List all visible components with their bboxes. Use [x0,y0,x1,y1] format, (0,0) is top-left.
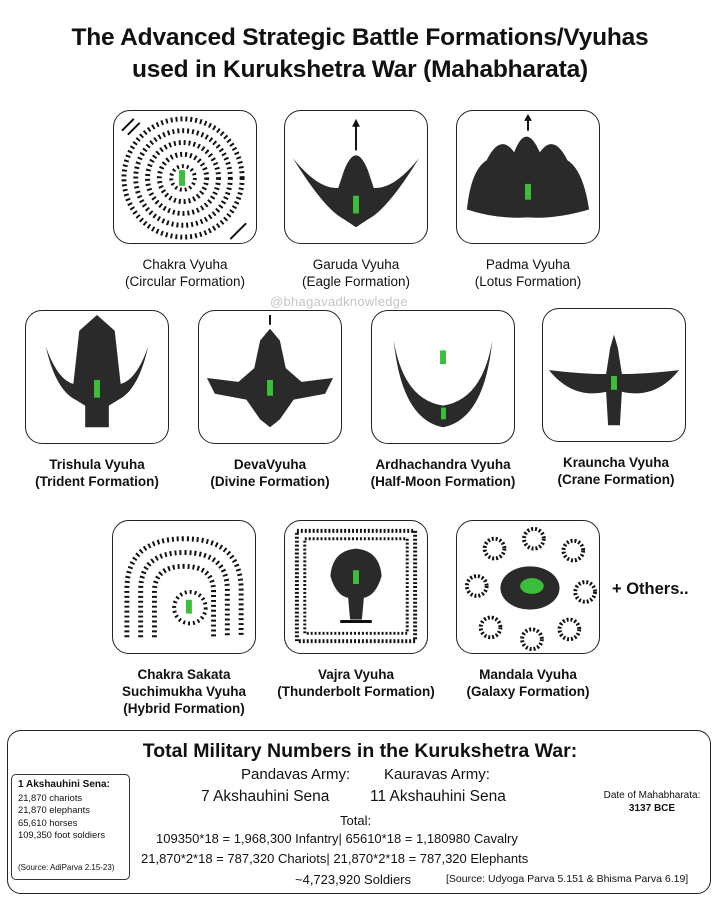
formation-subtitle: (Thunderbolt Formation) [277,684,435,699]
spiral-formation-icon [114,111,256,243]
others-label: + Others.. [612,580,689,598]
totals-heading: Total Military Numbers in the Kurukshetra War: [142,740,578,762]
kauravas-label: Kauravas Army: [384,766,490,783]
total-line-3: ~4,723,920 Soldiers [295,872,412,887]
formation-name: Chakra Sakata [137,667,231,682]
chakra-vyuha-caption [113,256,257,290]
formation-name: Mandala Vyuha [479,667,577,682]
thunderbolt-formation-icon [285,521,427,653]
devavyuha-card [198,310,342,444]
eagle-formation-icon [285,111,427,243]
akshauhini-chariots: 21,870 chariots [18,791,83,803]
formation-name: Ardhachandra Vyuha [375,457,511,472]
krauncha-vyuha-caption [537,454,695,488]
trishula-vyuha-caption [18,456,176,490]
formation-subtitle: (Lotus Formation) [474,274,582,289]
vajra-vyuha-card [284,520,428,654]
mandala-vyuha-caption [452,666,604,700]
trident-formation-icon [26,311,168,443]
formation-name-line-2: Suchimukha Vyuha [121,684,247,699]
formation-name: Trishula Vyuha [49,457,145,472]
formation-subtitle: (Divine Formation) [210,474,330,489]
trishula-vyuha-card [25,310,169,444]
galaxy-formation-icon [457,521,599,653]
formation-name: Krauncha Vyuha [562,455,670,470]
padma-vyuha-caption [456,256,600,290]
garuda-vyuha-caption [284,256,428,290]
formation-subtitle: (Crane Formation) [557,472,675,487]
half-moon-formation-icon [372,311,514,443]
chakra-vyuha-card [113,110,257,244]
formation-name: Vajra Vyuha [317,667,395,682]
hybrid-formation-icon [113,521,255,653]
formation-subtitle: (Half-Moon Formation) [370,474,516,489]
date-value: 3137 BCE [628,803,676,814]
crane-formation-icon [543,309,685,441]
akshauhini-heading: 1 Akshauhini Sena: [18,779,110,790]
akshauhini-box [11,774,130,880]
formation-subtitle: (Eagle Formation) [301,274,411,289]
chakra-sakata-caption [96,666,272,717]
formation-subtitle: (Trident Formation) [35,474,159,489]
lotus-formation-icon [457,111,599,243]
pandavas-sena: 7 Akshauhini Sena [201,788,330,805]
formation-subtitle: (Hybrid Formation) [123,701,245,716]
watermark: @bhagavadknowledge [270,294,408,309]
chakra-sakata-card [112,520,256,654]
total-source: [Source: Udyoga Parva 5.151 & Bhisma Parva 6.19] [446,873,689,885]
formation-name: DevaVyuha [233,457,307,472]
akshauhini-horses: 65,610 horses [18,816,78,828]
title-line-1: The Advanced Strategic Battle Formations/Vyuhas [71,24,649,51]
pandavas-label: Pandavas Army: [241,766,351,783]
formation-name: Chakra Vyuha [142,257,228,272]
total-label: Total: [340,813,372,828]
akshauhini-foot: 109,350 foot soldiers [18,829,106,840]
padma-vyuha-card [456,110,600,244]
kauravas-sena: 11 Akshauhini Sena [370,788,506,805]
total-line-1: 109350*18 = 1,968,300 Infantry| 65610*18 = 1,180980 Cavalry [156,831,518,846]
ardhachandra-vyuha-card [371,310,515,444]
total-line-2: 21,870*2*18 = 787,320 Chariots| 21,870*2*18 = 787,320 Elephants [141,851,529,866]
vajra-vyuha-caption [270,666,442,700]
garuda-vyuha-card [284,110,428,244]
formation-name: Padma Vyuha [485,257,571,272]
date-block [591,789,713,815]
formation-name: Garuda Vyuha [312,257,400,272]
mandala-vyuha-card [456,520,600,654]
formation-subtitle: (Galaxy Formation) [466,684,590,699]
krauncha-vyuha-card [542,308,686,442]
page-title [0,22,720,86]
divine-formation-icon [199,311,341,443]
date-label: Date of Mahabharata: [603,790,701,801]
formation-subtitle: (Circular Formation) [124,274,246,289]
title-line-2: used in Kurukshetra War (Mahabharata) [132,56,588,83]
akshauhini-elephants: 21,870 elephants [18,804,90,815]
devavyuha-caption [191,456,349,490]
ardhachandra-vyuha-caption [364,456,522,490]
akshauhini-source: (Source: AdiParva 2.15-23) [18,862,115,872]
